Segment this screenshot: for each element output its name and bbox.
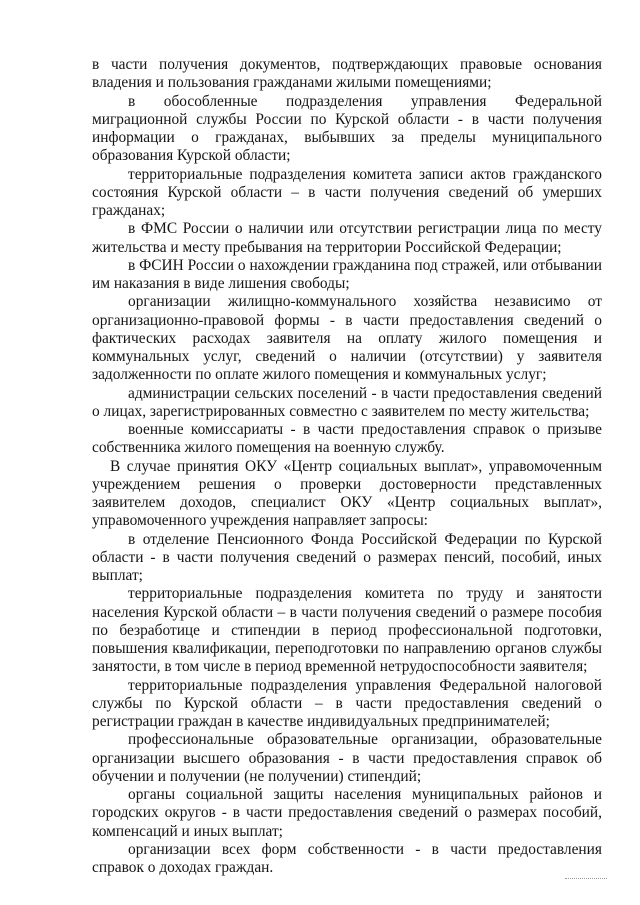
paragraph-3: территориальные подразделения комитета записи актов гражданского состояния Курской области – в части получения сведений об умерших гражданах; — [92, 165, 602, 219]
paragraph-8: военные комиссариаты - в части предоставления справок о призыве собственника жилого помещения на военную службу. — [92, 421, 602, 457]
paragraph-13: профессиональные образовательные организации, образовательные организации высшего образования - в части предоставления справок об обучении и получении (не получении) стипендий; — [92, 731, 602, 785]
paragraph-7: администрации сельских поселений - в части предоставления сведений о лицах, зарегистрированных совместно с заявителем по месту жительства; — [92, 384, 602, 420]
paragraph-4: в ФМС России о наличии или отсутствии регистрации лица по месту жительства и месту пребывания на территории Российской Федерации; — [92, 220, 602, 256]
paragraph-15: организации всех форм собственности - в части предоставления справок о доходах граждан. — [92, 840, 602, 876]
paragraph-2: в обособленные подразделения управления Федеральной миграционной службы России по Курской области - в части получения информации о гражданах, выбывших за пределы муниципального образования Курской области; — [92, 92, 602, 165]
footer-rule — [565, 878, 607, 879]
paragraph-14: органы социальной защиты населения муниципальных районов и городских округов - в части предоставления сведений о размерах пособий, компенсаций и иных выплат; — [92, 786, 602, 840]
document-page — [92, 56, 602, 877]
paragraph-6: организации жилищно-коммунального хозяйства независимо от организационно-правовой формы - в части предоставления сведений о фактических расходах заявителя на оплату жилого помещения и коммунальных услуг, сведений о наличии (отсутствии) у заявителя задолженности по оплате жилого помещения и коммунальных услуг; — [92, 293, 602, 384]
paragraph-1: в части получения документов, подтверждающих правовые основания владения и пользования гражданами жилыми помещениями; — [92, 56, 602, 92]
paragraph-10: в отделение Пенсионного Фонда Российской Федерации по Курской области - в части получения сведений о размерах пенсий, пособий, иных выплат; — [92, 530, 602, 584]
paragraph-5: в ФСИН России о нахождении гражданина под стражей, или отбывании им наказания в виде лишения свободы; — [92, 256, 602, 292]
paragraph-9: В случае принятия ОКУ «Центр социальных выплат», управомоченным учреждением решения о проверки достоверности представленных заявителем доходов, специалист ОКУ «Центр социальных выплат», управомоченного учреждения направляет запросы: — [92, 457, 602, 530]
paragraph-11: территориальные подразделения комитета по труду и занятости населения Курской области – в части получения сведений о размере пособия по безработице и стипендии в период профессиональной подготовки, повышения квалификации, переподготовки по направлению органов службы занятости, в том числе в период временной нетрудоспособности заявителя; — [92, 585, 602, 676]
paragraph-12: территориальные подразделения управления Федеральной налоговой службы по Курской области – в части предоставления сведений о регистрации граждан в качестве индивидуальных предпринимателей; — [92, 676, 602, 730]
